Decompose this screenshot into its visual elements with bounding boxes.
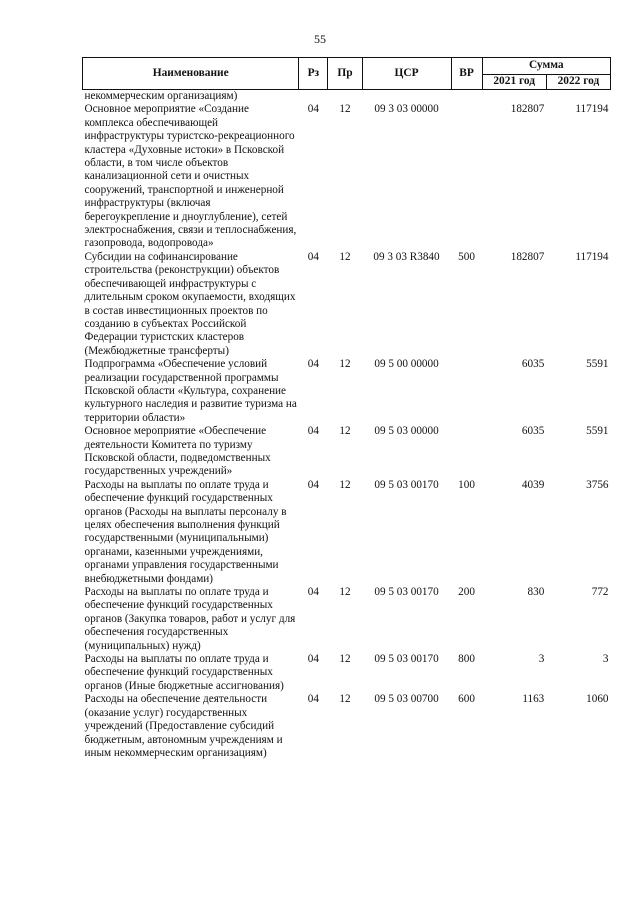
row-rz: 04 [307,586,319,599]
table-body [83,90,611,761]
row-sum-2022 [546,90,610,104]
row-vr [451,90,482,104]
row-vr [451,358,482,425]
row-rz: 04 [307,653,319,666]
table-row [83,653,611,693]
row-name: Субсидии на софинансирование строительства (реконструкции) объектов обеспечивающей инфраструктуры с длительным сроком окупаемости, входящих в состав инвестиционных проектов по созданию в субъектах Российской Федерации туристских кластеров (Межбюджетные трансферты) [84,250,296,357]
row-name: Подпрограмма «Обеспечение условий реализации государственной программы Псковской области «Культура, сохранение культурного наследия и развитие туризма на территории области» [84,358,297,424]
row-csr: 09 5 03 00170 [374,653,439,666]
row-sum-2022: 5591 [586,358,609,371]
row-pr: 12 [339,425,351,438]
row-vr: 200 [458,586,475,599]
page-number: 55 [314,32,326,46]
row-sum-2022: 5591 [586,425,609,438]
row-sum-2022: 3 [602,653,609,666]
row-csr: 09 3 03 R3840 [373,250,440,263]
header-pr: Пр [328,58,362,90]
budget-table [82,57,611,760]
row-pr: 12 [339,358,351,371]
row-pr: 12 [339,250,351,263]
row-sum-2021: 830 [527,586,545,599]
row-name: некоммерческим организациям) [84,90,238,102]
row-rz: 04 [307,250,319,263]
row-sum-2021: 6035 [521,425,545,438]
row-csr: 09 5 03 00170 [374,586,439,599]
row-vr [451,425,482,479]
row-name: Основное мероприятие «Обеспечение деятельности Комитета по туризму Псковской области, подведомственных государственных учреждений» [84,425,271,478]
row-sum-2021: 3 [538,653,545,666]
row-pr: 12 [339,653,351,666]
row-vr [451,103,482,250]
table-header [83,58,611,90]
row-rz: 04 [307,425,319,438]
table-row [83,586,611,653]
header-year-2022: 2022 год [546,75,610,90]
row-sum-2022: 117194 [575,250,609,263]
row-csr: 09 5 03 00700 [374,693,439,706]
row-name: Расходы на выплаты по оплате труда и обеспечение функций государственных органов (Закупка товаров, работ и услуг для обеспечения государственных (муниципальных) нужд) [84,586,296,652]
row-sum-2021: 182807 [510,103,545,116]
row-rz [299,90,328,104]
row-sum-2021: 6035 [521,358,545,371]
row-sum-2022: 772 [591,586,609,599]
row-pr [328,90,362,104]
header-vr: ВР [451,58,482,90]
header-name: Наименование [83,58,299,90]
row-csr: 09 5 03 00170 [374,478,439,491]
table-row [83,479,611,586]
row-rz: 04 [307,693,319,706]
header-rz: Рз [299,58,328,90]
row-sum-2021: 1163 [522,693,545,706]
row-name: Расходы на обеспечение деятельности (оказание услуг) государственных учреждений (Предоставление субсидий бюджетным, автономным учреждениям и иным некоммерческим организациям) [84,693,283,759]
row-csr: 09 5 03 00000 [374,425,439,438]
row-name: Расходы на выплаты по оплате труда и обеспечение функций государственных органов (Расходы на выплаты персоналу в целях обеспечения выполнения функций государственными (муниципальными) органами, казенными учреждениями, органами управления государственными внебюджетными фондами) [84,478,287,585]
row-pr: 12 [339,478,351,491]
table-row [83,358,611,425]
row-sum-2021 [482,90,546,104]
row-pr: 12 [339,586,351,599]
table-row [83,90,611,104]
row-vr: 100 [458,478,475,491]
row-sum-2022: 1060 [586,693,609,706]
row-sum-2022: 117194 [575,103,609,116]
row-rz: 04 [307,103,319,116]
table-row [83,103,611,250]
row-pr: 12 [339,693,351,706]
row-name: Основное мероприятие «Создание комплекса обеспечивающей инфраструктуры туристско-рекреационного кластера «Духовные истоки» в Псковской области, в том числе объектов канализационной сети и очистных сооружений, транспортной и инженерной инфраструктуры (включая берегоукрепление и дноуглубление), сетей электроснабжения, связи и теплоснабжения, газопровода, водопровода» [84,103,297,250]
row-name: Расходы на выплаты по оплате труда и обеспечение функций государственных органов (Иные бюджетные ассигнования) [84,653,284,692]
row-rz: 04 [307,358,319,371]
row-sum-2021: 182807 [510,250,545,263]
header-sum: Сумма [482,58,610,75]
row-rz: 04 [307,478,319,491]
row-csr: 09 3 03 00000 [374,103,439,116]
row-csr: 09 5 00 00000 [374,358,439,371]
row-pr: 12 [339,103,351,116]
row-csr [362,90,451,104]
table-row [83,251,611,358]
row-sum-2022: 3756 [586,478,609,491]
table-row [83,693,611,760]
row-sum-2021: 4039 [521,478,545,491]
header-csr: ЦСР [362,58,451,90]
row-vr: 600 [458,693,475,706]
table-row [83,425,611,479]
header-year-2021: 2021 год [482,75,546,90]
row-vr: 800 [458,653,475,666]
row-vr: 500 [458,250,475,263]
